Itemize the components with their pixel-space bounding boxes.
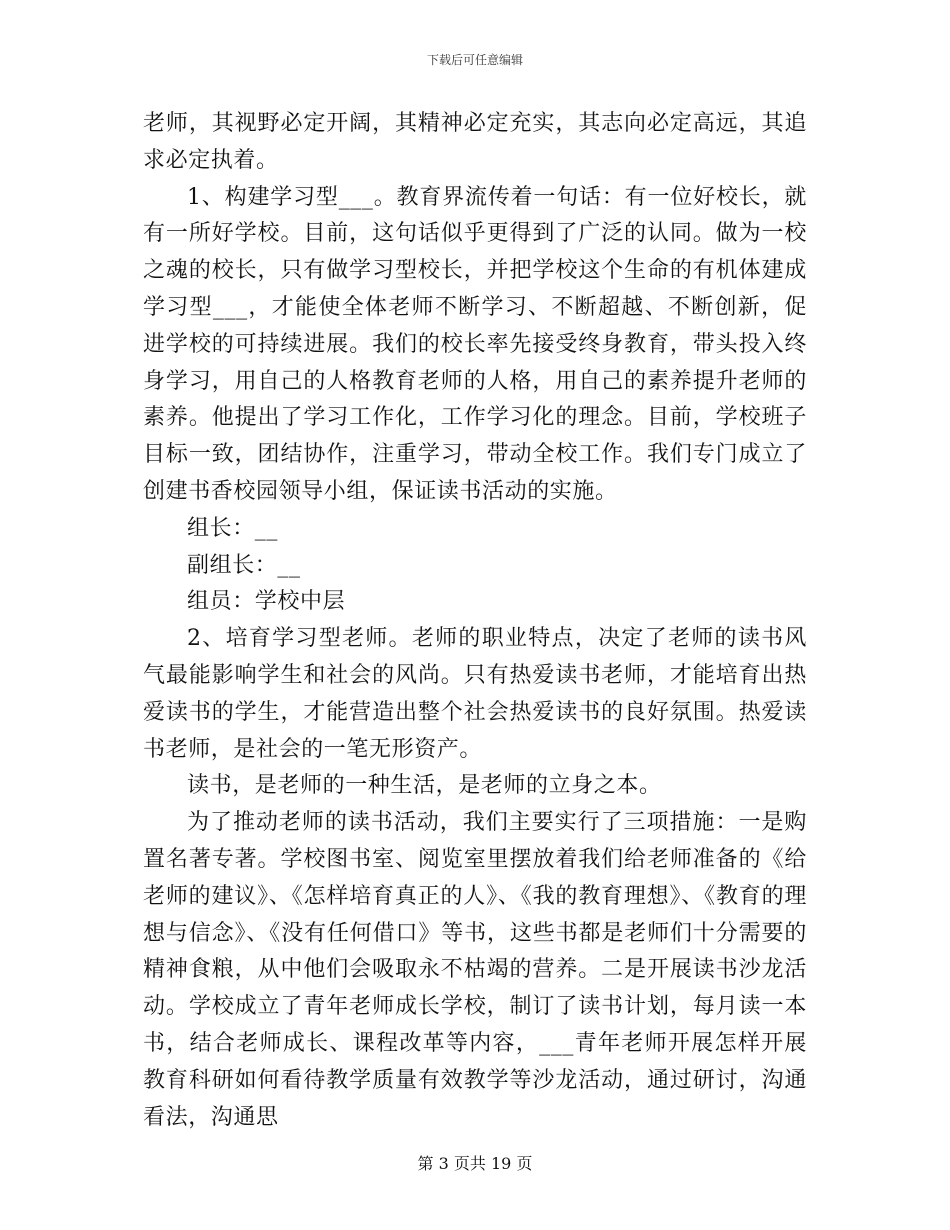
paragraph-group-leader: 组长：__: [187, 515, 279, 541]
paragraph-reading-life: 读书，是老师的一种生活，是老师的立身之本。: [187, 773, 662, 799]
paragraph-deputy-leader: 副组长：__: [187, 552, 301, 578]
paragraph-measures: 为了推动老师的读书活动，我们主要实行了三项措施：一是购置名著专著。学校图书室、阅览室里摆放着我们给老师准备的《给老师的建议》、《怎样培育真正的人》、《我的教育理想》、《教育的理想与信念》、《没有任何借口》等书，这些书都是老师们十分需要的精神食粮，从中他们会吸取永不枯竭的营养。二是开展读书沙龙活动。学校成立了青年老师成长学校，制订了读书计划，每月读一本书，结合老师成长、课程改革等内容，___青年老师开展怎样开展教育科研如何看待教学质量有效教学等沙龙活动，通过研讨，沟通看法，沟通思: [143, 810, 807, 1130]
paragraph-learning-teachers: 2、培育学习型老师。老师的职业特点，决定了老师的读书风气最能影响学生和社会的风尚。只有热爱读书老师，才能培育出热爱读书的学生，才能营造出整个社会热爱读书的良好氛围。热爱读书老师，是社会的一笔无形资产。: [143, 626, 807, 762]
paragraph-learning-organization: 1、构建学习型___。教育界流传着一句话：有一位好校长，就有一所好学校。目前，这句话似乎更得到了广泛的认同。做为一校之魂的校长，只有做学习型校长，并把学校这个生命的有机体建成学习型___，才能使全体老师不断学习、不断超越、不断创新，促进学校的可持续进展。我们的校长率先接受终身教育，带头投入终身学习，用自己的人格教育老师的人格，用自己的素养提升老师的素养。他提出了学习工作化，工作学习化的理念。目前，学校班子目标一致，团结协作，注重学习，带动全校工作。我们专门成立了创建书香校园领导小组，保证读书活动的实施。: [143, 184, 807, 504]
page-number: 第 3 页共 19 页: [417, 1154, 533, 1173]
paragraph-group-members: 组员：学校中层: [187, 589, 346, 615]
paragraph-continuation: 老师，其视野必定开阔，其精神必定充实，其志向必定高远，其追求必定执着。: [143, 111, 807, 173]
body-text: [143, 106, 807, 1136]
page-header: 下载后可任意编辑: [426, 53, 523, 67]
